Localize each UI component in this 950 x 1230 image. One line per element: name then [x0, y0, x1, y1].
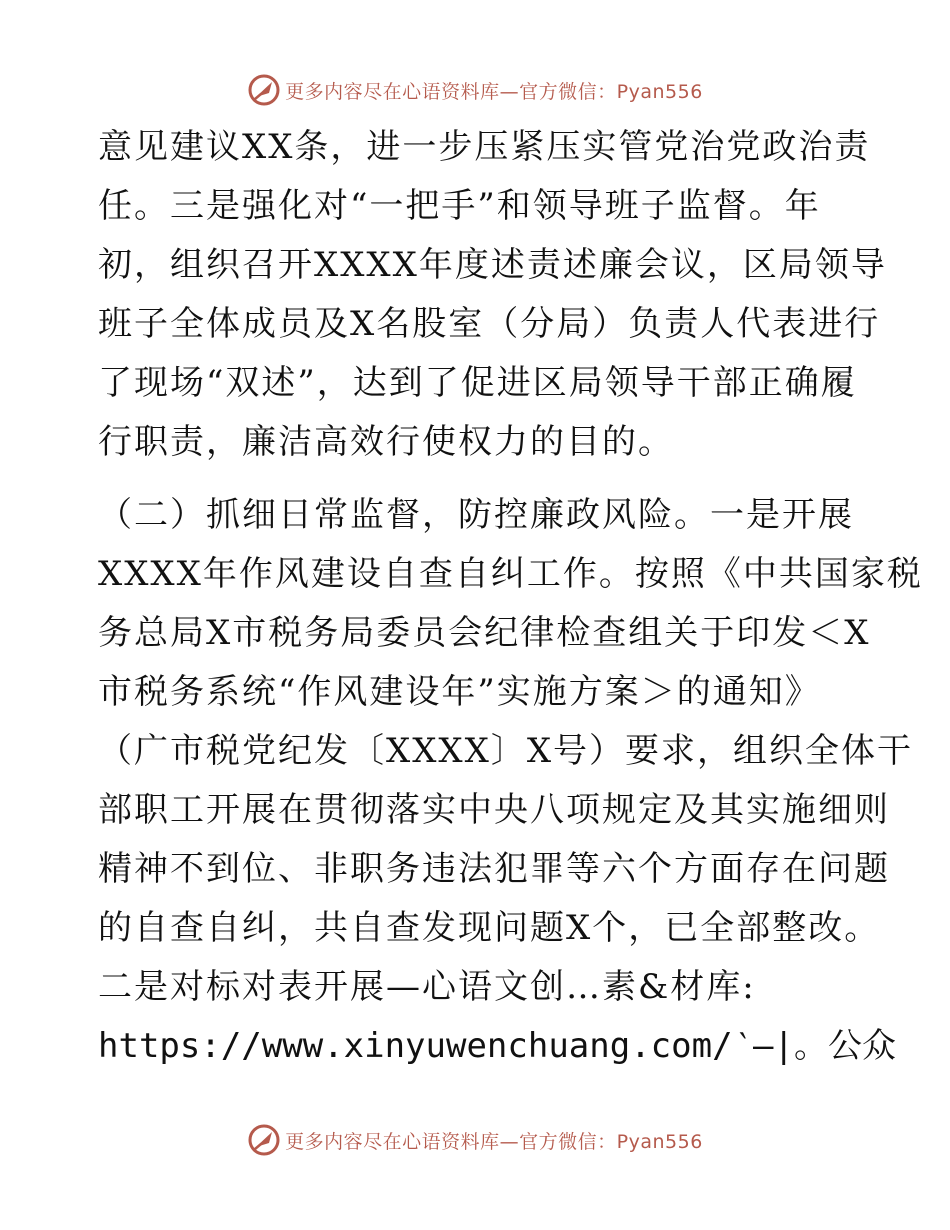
text-line: 部职工开展在贯彻落实中央八项规定及其实施细则 — [98, 790, 890, 830]
text-line: 精神不到位、非职务违法犯罪等六个方面存在问题 — [98, 849, 890, 889]
text-line: 初，组织召开XXXX年度述责述廉会议，区局领导 — [98, 245, 887, 285]
text-line: 任。三是强化对“一把手”和领导班子监督。年 — [98, 186, 821, 226]
text-line: （二）抓细日常监督，防控廉政风险。一是开展 — [98, 495, 854, 535]
footer-banner — [0, 1120, 950, 1160]
text-line: 班子全体成员及X名股室（分局）负责人代表进行 — [98, 304, 881, 344]
text-line: 行职责，廉洁高效行使权力的目的。 — [98, 422, 674, 462]
quill-circle-logo-icon — [247, 73, 281, 107]
text-line: 意见建议XX条，进一步压紧压实管党治党政治责 — [98, 127, 871, 167]
text-line: XXXX年作风建设自查自纠工作。按照《中共国家税 — [98, 554, 923, 594]
text-line: 了现场“双述”，达到了促进区局领导干部正确履 — [98, 363, 857, 403]
header-banner-text: 更多内容尽在心语资料库—官方微信：Pyan556 — [285, 80, 703, 103]
footer-banner-text: 更多内容尽在心语资料库—官方微信：Pyan556 — [285, 1130, 703, 1153]
text-line: 务总局X市税务局委员会纪律检查组关于印发＜X — [98, 613, 871, 653]
quill-circle-logo-icon — [247, 1123, 281, 1157]
header-banner — [0, 70, 950, 110]
text-line: 二是对标对表开展—心语文创…素&材库: — [98, 967, 756, 1007]
text-line: 的自查自纠，共自查发现问题X个，已全部整改。 — [98, 908, 881, 948]
text-line: 市税务系统“作风建设年”实施方案＞的通知》 — [98, 672, 821, 712]
text-line: （广市税党纪发〔XXXX〕X号）要求，组织全体干 — [98, 731, 914, 771]
document-body — [98, 118, 923, 1076]
text-line-url: https://www.xinyuwenchuang.com/‵—|。公众 — [98, 1026, 896, 1066]
